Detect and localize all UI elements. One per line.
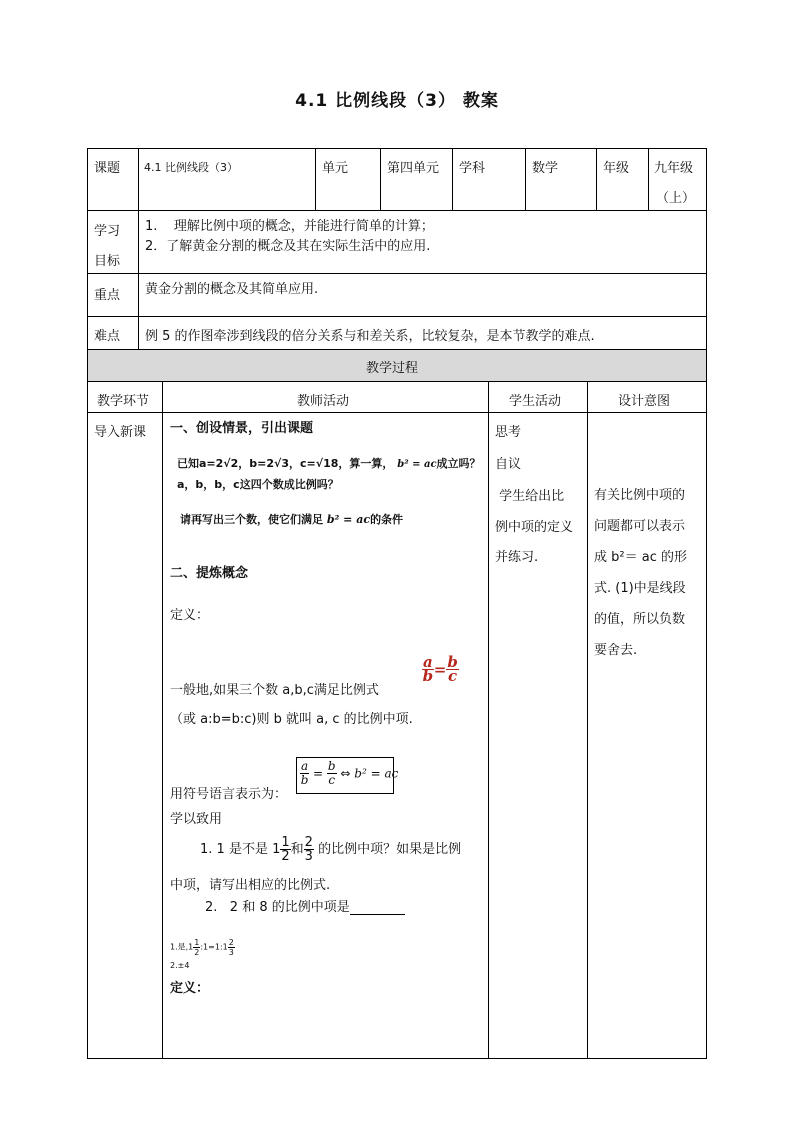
unit-value: 第四单元 [387,161,440,176]
goals-line-1: 1. 理解比例中项的概念，并能进行简单的计算； [145,219,434,234]
numerator: b [327,759,336,773]
design-line: 有关比例中项的 [594,488,686,503]
exercise-2 [205,896,405,915]
denominator: 3 [228,948,234,957]
exercise-1-text: 1. 1 是不是 1 [200,842,281,857]
course-value: 4.1 比例线段（3） [144,161,238,174]
goals-line-2: 2．了解黄金分割的概念及其在实际生活中的应用. [145,239,431,254]
key-point-text: 黄金分割的概念及其简单应用. [145,282,319,297]
question-3-tail: 的条件 [370,513,404,526]
proportion-formula [422,653,459,685]
question-3-text: 请再写出三个数，使它们满足 [180,513,323,526]
page-title: 4.1 比例线段（3） 教案 [295,91,499,111]
numerator: 1 [194,938,200,947]
design-line: 式. (1)中是线段 [594,581,686,596]
numerator: 1 [281,835,290,850]
denominator: 2 [194,948,200,957]
goals-label-line1: 学习 [94,224,121,239]
difficulty-text: 例 5 的作图牵涉到线段的倍分关系与和差关系，比较复杂，是本节教学的难点. [145,329,595,344]
subject-value: 数学 [532,161,559,176]
symbol-formula [300,760,398,787]
question-1 [177,455,481,471]
student-line: 并练习. [495,550,539,565]
answer-1 [170,938,235,957]
definition-label: 定义： [170,608,210,623]
difficulty-label: 难点 [94,329,121,344]
student-line: 例中项的定义 [495,520,574,535]
section-2-heading: 二、提炼概念 [170,566,249,581]
exercise-1-tail: 的比例中项？如果是比例 [318,842,462,857]
course-label: 课题 [94,161,121,176]
answer-blank [350,900,405,915]
numerator: 2 [228,938,234,947]
question-1-text: 已知a=2√2，b=2√3，c=√18，算一算， [177,457,394,470]
design-line: 成 b²＝ ac 的形 [594,550,687,565]
grade-label: 年级 [603,161,630,176]
fraction-a-b [422,653,434,685]
definition-label-2: 定义： [170,981,210,996]
numerator: a [423,653,433,671]
subject-label: 学科 [459,161,486,176]
fraction-b-c [446,653,459,685]
key-point-label: 重点 [94,288,121,303]
student-line: 自议 [495,457,522,472]
general-line-2: （或 a:b=b:c)则 b 就叫 a, c 的比例中项. [170,712,413,727]
denominator: b [422,667,434,685]
denominator: b [300,773,309,787]
col-teacher: 教师活动 [297,394,350,409]
exercise-1-and: 和 [290,842,304,857]
fraction-one-half [280,836,290,863]
answer-1-text: 1.是,1 [170,942,194,952]
fraction-b-c [327,760,337,787]
equals-sign: = [433,660,447,679]
student-line: 学生给出比 [495,489,565,504]
apply-heading: 学以致用 [170,812,223,827]
question-2: a，b，b，c这四个数成比例吗？ [177,478,339,491]
fraction-a-b [300,760,309,787]
numerator: a [301,759,309,773]
question-3-formula: b² = ac [326,513,371,526]
answer-1-mid: :1=1:1 [200,942,228,952]
col-design: 设计意图 [618,394,671,409]
fraction-two-thirds [304,836,314,863]
exercise-2-text: 2. 2 和 8 的比例中项是 [205,900,350,915]
design-line: 要舍去. [594,643,638,658]
general-line-1: 一般地,如果三个数 a,b,c满足比例式 [170,683,379,698]
denominator: 2 [281,849,290,864]
b-squared-ac: b² = ac [354,766,399,781]
stage-text: 导入新课 [94,425,147,440]
answer-2: 2.±4 [170,961,190,970]
question-1-tail: 成立吗？ [436,457,481,470]
numerator: b [447,653,458,671]
symbol-label: 用符号语言表示为： [170,787,288,802]
denominator: c [447,667,458,685]
section-1-heading: 一、创设情景，引出课题 [170,421,314,436]
design-line: 的值，所以负数 [594,612,686,627]
grade-value-line1: 九年级 [654,161,694,176]
design-line: 问题都可以表示 [594,519,686,534]
fraction-two-thirds [228,938,235,957]
exercise-1 [200,833,461,867]
goals-label-line2: 目标 [94,254,121,269]
denominator: c [328,773,336,787]
question-3 [180,511,403,527]
exercise-1-line-2: 中项，请写出相应的比例式. [170,878,331,893]
numerator: 2 [304,835,313,850]
grade-value-line2: （上） [656,191,696,206]
denominator: 3 [304,849,313,864]
col-stage: 教学环节 [97,394,150,409]
student-line: 思考 [495,425,522,440]
question-1-formula: b² = ac [397,459,437,470]
equals-sign: = [312,766,324,781]
col-student: 学生活动 [509,394,562,409]
process-heading: 教学过程 [366,361,419,376]
unit-label: 单元 [322,161,349,176]
iff-arrow: ⇔ [340,766,351,781]
